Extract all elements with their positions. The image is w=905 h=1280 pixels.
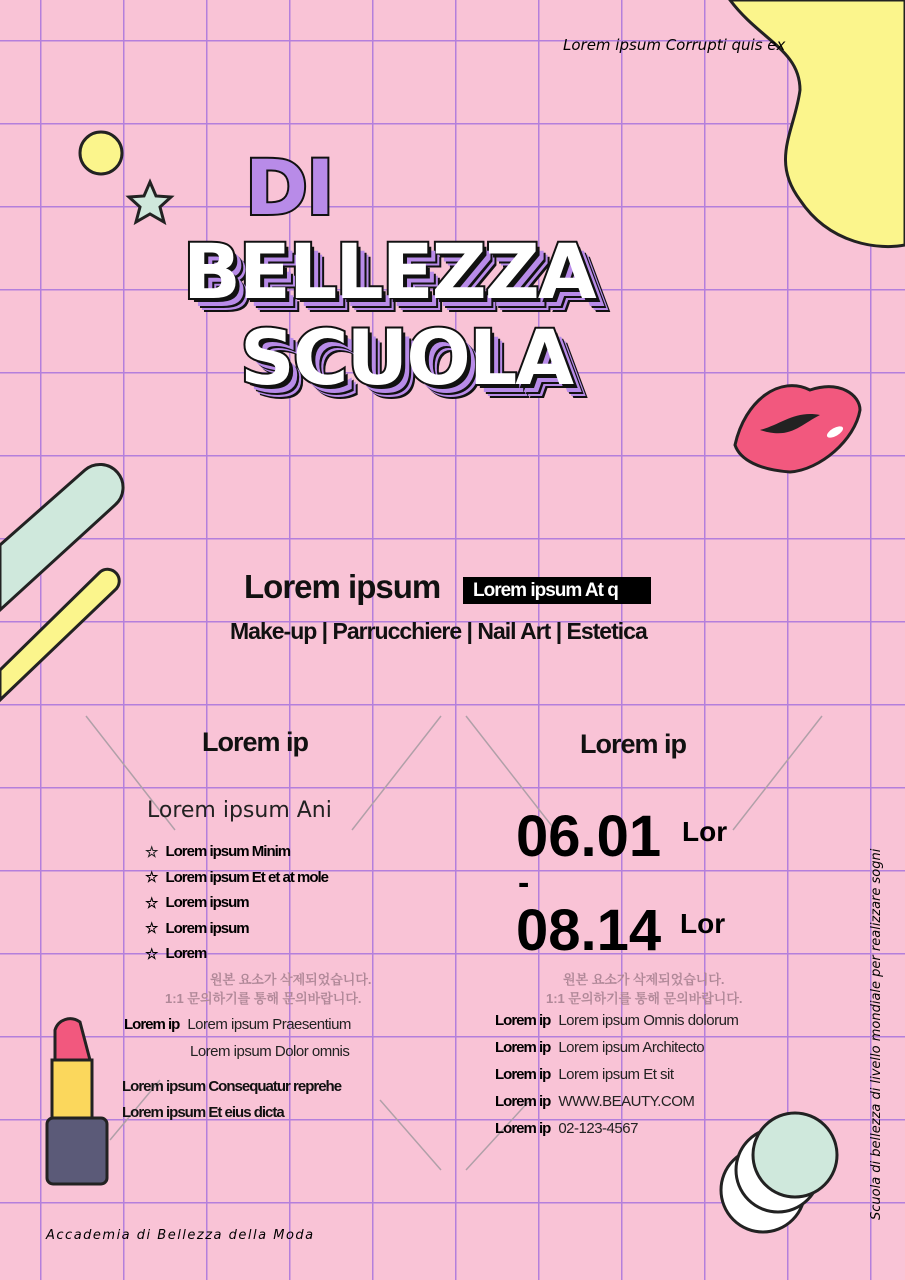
star-icon: ☆	[145, 843, 158, 861]
detail-key: Lorem ip	[495, 1012, 551, 1029]
date-start: 06.01	[516, 804, 662, 869]
star-icon: ☆	[145, 894, 158, 912]
detail-row	[495, 1039, 738, 1066]
left-subheading: Lorem ipsum Ani	[147, 798, 332, 823]
detail-key: Lorem ip	[495, 1039, 551, 1056]
intro-heading: Lorem ipsum	[244, 568, 441, 605]
list-item-label: Lorem ipsum Et et at mole	[165, 868, 328, 886]
feature-list	[145, 839, 328, 967]
detail-key: Lorem ip	[124, 1016, 180, 1033]
website-link[interactable]: WWW.BEAUTY.COM	[558, 1093, 695, 1110]
list-item-label: Lorem ipsum	[165, 894, 249, 912]
list-item-label: Lorem ipsum Minim	[165, 843, 291, 861]
detail-value: Lorem ipsum Et sit	[558, 1066, 674, 1083]
right-heading: Lorem ip	[580, 729, 687, 759]
detail-value: Lorem ipsum Praesentium	[187, 1016, 351, 1033]
star-icon: ☆	[145, 920, 158, 938]
contact-details	[495, 1012, 738, 1147]
side-text: Scuola di bellezza di livello mondiale per realizzare sogni	[869, 848, 884, 1220]
list-item	[145, 890, 328, 916]
list-item	[145, 865, 328, 891]
left-detail-row	[124, 1016, 351, 1033]
detail-row	[495, 1012, 738, 1039]
left-extra: Lorem ipsum Et eius dicta	[122, 1104, 284, 1121]
placeholder-text: 원본 요소가 삭제되었습니다.	[210, 972, 372, 987]
left-detail-row	[190, 1043, 349, 1060]
detail-key: Lorem ip	[495, 1120, 551, 1137]
lipstick-icon	[47, 1019, 107, 1184]
placeholder-text: 원본 요소가 삭제되었습니다.	[563, 972, 725, 987]
detail-key: Lorem ip	[495, 1093, 551, 1110]
detail-key: Lorem ip	[495, 1066, 551, 1083]
list-item	[145, 839, 328, 865]
yellow-circle	[80, 132, 122, 174]
title-bellezza: BELLEZZA	[183, 227, 595, 316]
star-icon: ☆	[145, 945, 158, 963]
detail-row	[495, 1093, 738, 1120]
end-label: Lor	[680, 908, 726, 939]
phone-number: 02-123-4567	[558, 1120, 638, 1137]
star-icon: ☆	[145, 869, 158, 887]
star-icon	[129, 182, 171, 222]
title-di: DI	[245, 143, 333, 232]
services: Make-up | Parrucchiere | Nail Art | Estetica	[230, 618, 647, 644]
intro-badge: Lorem ipsum At q	[463, 577, 651, 604]
detail-value: Lorem ipsum Architecto	[558, 1039, 705, 1056]
date-separator: -	[518, 864, 530, 902]
list-item	[145, 916, 328, 942]
list-item-label: Lorem ipsum	[165, 919, 249, 937]
start-label: Lor	[682, 816, 728, 847]
title-scuola: SCUOLA	[240, 313, 573, 402]
list-item	[145, 941, 328, 967]
detail-row	[495, 1066, 738, 1093]
tagline: Lorem ipsum Corrupti quis ex	[563, 36, 786, 54]
date-end: 08.14	[516, 898, 662, 963]
placeholder-text: 1:1 문의하기를 통해 문의바랍니다.	[546, 991, 743, 1006]
detail-value: Lorem ipsum Dolor omnis	[190, 1043, 350, 1060]
list-item-label: Lorem	[165, 945, 207, 963]
left-extra: Lorem ipsum Consequatur reprehe	[122, 1078, 342, 1095]
detail-value: Lorem ipsum Omnis dolorum	[558, 1012, 739, 1029]
lips-icon	[735, 386, 860, 472]
placeholder-text: 1:1 문의하기를 통해 문의바랍니다.	[165, 991, 362, 1006]
footer-text: Accademia di Bellezza della Moda	[46, 1228, 315, 1243]
left-heading: Lorem ip	[202, 727, 309, 757]
detail-row	[495, 1120, 738, 1147]
